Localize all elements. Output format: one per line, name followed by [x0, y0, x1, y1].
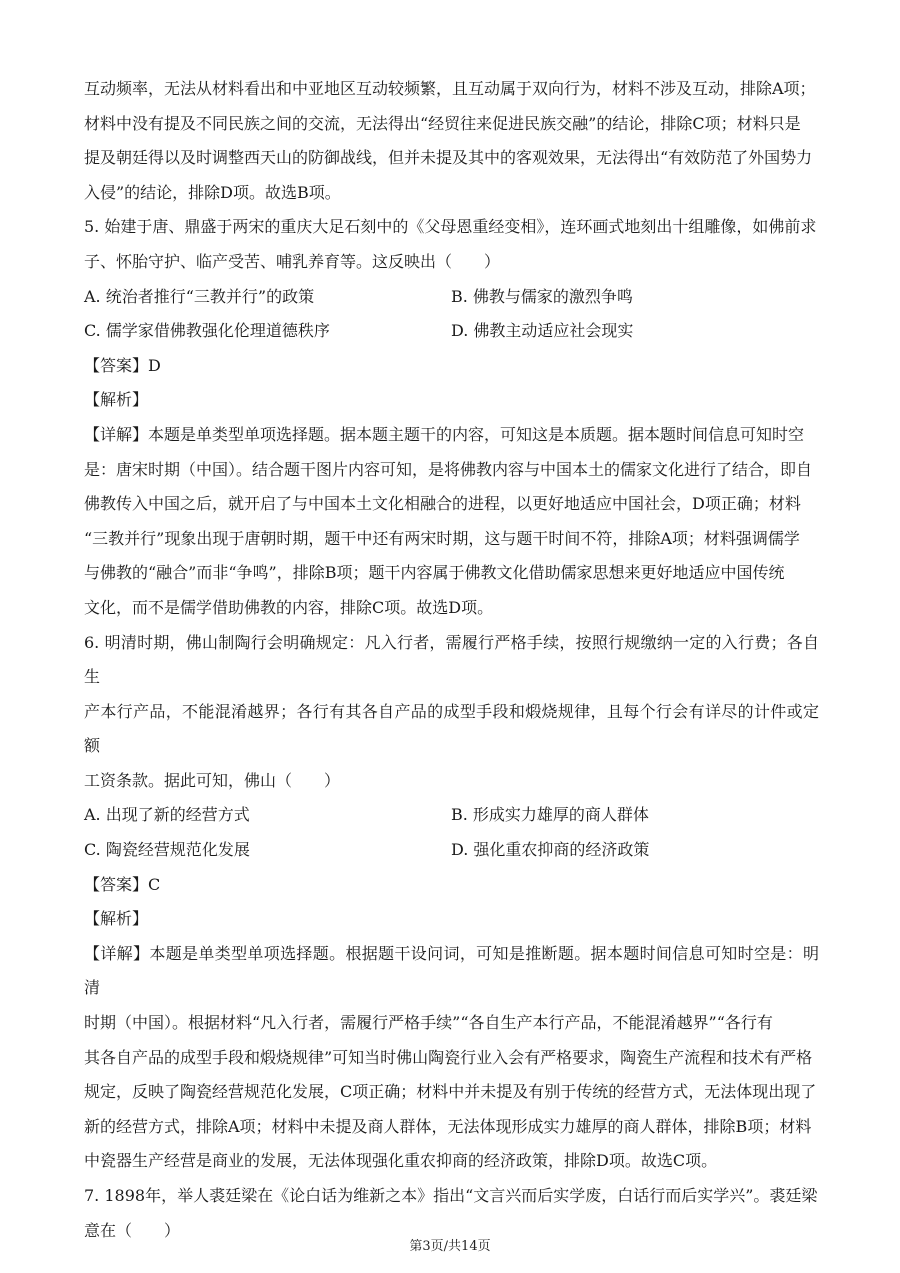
answer-label: 【答案】C [84, 874, 161, 894]
question-5-options-row [84, 280, 819, 315]
question-7-stem: 意在（ ） [84, 1220, 181, 1240]
detail-line: 是：唐宋时期（中国）。结合题干图片内容可知，是将佛教内容与中国本土的儒家文化进行了结合，即自 [84, 459, 813, 479]
detail-line: “三教并行”现象出现于唐朝时期，题干中还有两宋时期，这与题干时间不符，排除A项；材料强调儒学 [84, 528, 800, 548]
detail-line: 其各自产品的成型手段和煅烧规律”可知当时佛山陶瓷行业入会有严格要求，陶瓷生产流程和技术有严格 [84, 1047, 813, 1067]
page-number-footer: 第3页/共14页 [409, 1239, 491, 1254]
option-b: B. 佛教与儒家的激烈争鸣 [451, 286, 633, 306]
analysis-label: 【解析】 [84, 390, 149, 410]
question-6-stem: 工资条款。据此可知，佛山（ ） [84, 770, 341, 790]
option-b: B. 形成实力雄厚的商人群体 [451, 805, 649, 825]
detail-line: 规定，反映了陶瓷经营规范化发展，C项正确；材料中并未提及有别于传统的经营方式，无法体现出现了 [84, 1082, 817, 1102]
detail-line: 【详解】本题是单类型单项选择题。据本题主题干的内容，可知这是本质题。据本题时间信息可知时空 [84, 424, 805, 444]
detail-line: 中瓷器生产经营是商业的发展，无法体现强化重农抑商的经济政策，排除D项。故选C项。 [84, 1151, 718, 1171]
detail-line: 【详解】本题是单类型单项选择题。根据题干设问词，可知是推断题。据本题时间信息可知时空是：明清 [84, 943, 819, 998]
question-6-options-row [84, 833, 819, 868]
option-c: C. 儒学家借佛教强化伦理道德秩序 [84, 321, 330, 341]
option-c: C. 陶瓷经营规范化发展 [84, 840, 250, 860]
option-a: A. 统治者推行“三教并行”的政策 [84, 286, 315, 306]
question-5-options-row [84, 314, 819, 349]
text-line: 材料中没有提及不同民族之间的交流，无法得出“经贸往来促进民族交融”的结论，排除C项；材料只是 [84, 113, 801, 133]
detail-line: 文化，而不是儒学借助佛教的内容，排除C项。故选D项。 [84, 597, 494, 617]
text-line: 提及朝廷得以及时调整西天山的防御战线，但并未提及其中的客观效果，无法得出“有效防范了外国势力 [84, 148, 813, 168]
question-6-stem: 产本行产品，不能混淆越界；各行有其各自产品的成型手段和煅烧规律，且每个行会有详尽的计件或定额 [84, 701, 819, 756]
question-7-stem: 7. 1898年，举人裘廷梁在《论白话为维新之本》指出“文言兴而后实学废，白话行而后实学兴”。裘廷梁 [84, 1186, 818, 1205]
question-6-stem: 6. 明清时期，佛山制陶行会明确规定：凡入行者，需履行严格手续，按照行规缴纳一定的入行费；各自生 [84, 632, 819, 687]
detail-line: 新的经营方式，排除A项；材料中未提及商人群体，无法体现形成实力雄厚的商人群体，排除B项；材料 [84, 1116, 812, 1136]
answer-label: 【答案】D [84, 355, 161, 375]
detail-line: 时期（中国）。根据材料“凡入行者，需履行严格手续”“各自生产本行产品，不能混淆越界”“各行有 [84, 1013, 773, 1033]
option-d: D. 强化重农抑商的经济政策 [451, 840, 650, 860]
text-line: 互动频率，无法从材料看出和中亚地区互动较频繁，且互动属于双向行为，材料不涉及互动，排除A项； [84, 79, 816, 98]
option-a: A. 出现了新的经营方式 [84, 805, 250, 825]
detail-line: 佛教传入中国之后，就开启了与中国本土文化相融合的进程，以更好地适应中国社会，D项正确；材料 [84, 494, 801, 514]
analysis-label: 【解析】 [84, 909, 149, 929]
detail-line: 与佛教的“融合”而非“争鸣”，排除B项；题干内容属于佛教文化借助儒家思想来更好地适应中国传统 [84, 563, 785, 583]
text-line: 入侵”的结论，排除D项。故选B项。 [84, 182, 341, 202]
document-body [84, 72, 819, 1248]
question-5-stem: 5. 始建于唐、鼎盛于两宋的重庆大足石刻中的《父母恩重经变相》，连环画式地刻出十组雕像，如佛前求 [84, 217, 817, 237]
question-5-stem: 子、怀胎守护、临产受苦、哺乳养育等。这反映出（ ） [84, 251, 501, 271]
option-d: D. 佛教主动适应社会现实 [451, 321, 634, 341]
question-6-options-row [84, 798, 819, 833]
